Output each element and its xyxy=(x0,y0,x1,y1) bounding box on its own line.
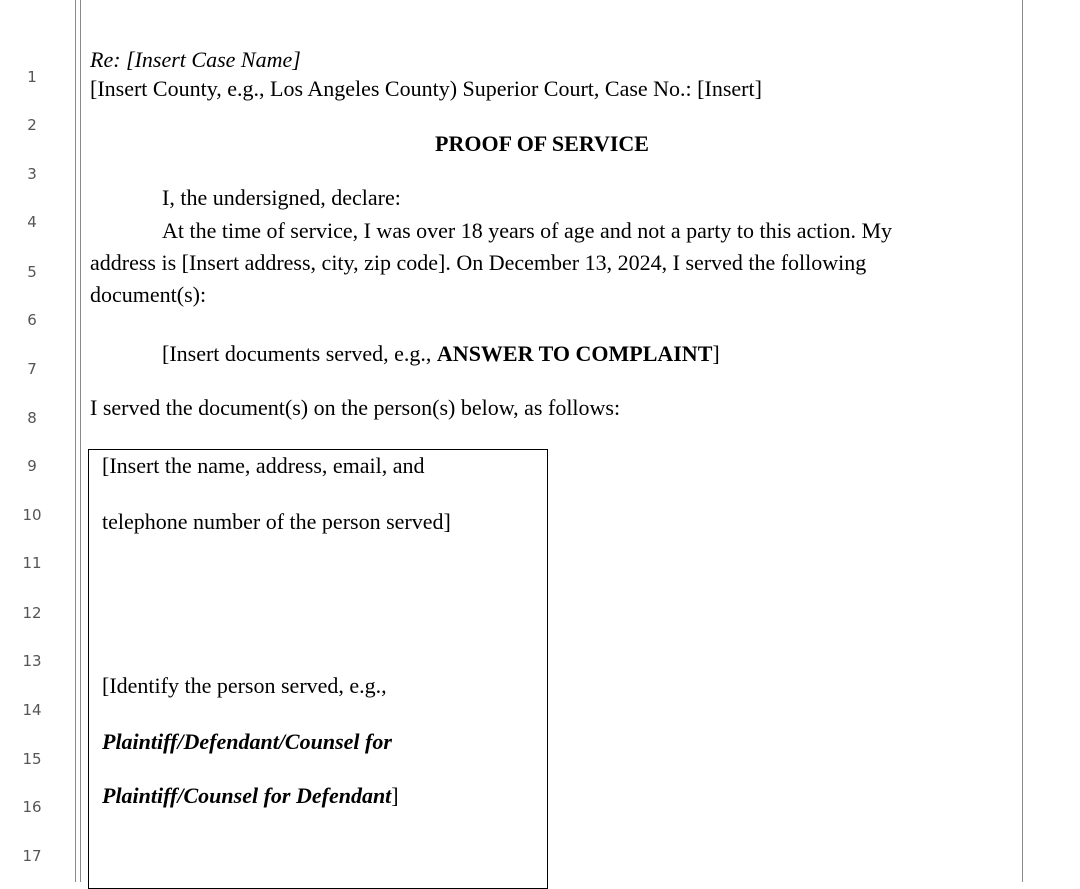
line-number: 8 xyxy=(27,409,37,427)
service-recipient-box xyxy=(88,449,548,889)
line-number: 4 xyxy=(27,213,37,231)
line-number: 16 xyxy=(22,798,42,816)
role-line xyxy=(102,783,399,809)
documents-served-line xyxy=(162,341,720,367)
documents-served-suffix: ] xyxy=(712,341,720,366)
margin-rule-left-outer xyxy=(75,0,76,882)
line-number: 5 xyxy=(27,263,37,281)
line-number: 2 xyxy=(27,116,37,134)
role-line: Plaintiff/Defendant/Counsel for xyxy=(102,729,392,754)
role-line-close: ] xyxy=(391,783,399,808)
line-number: 14 xyxy=(22,701,42,719)
line-number: 3 xyxy=(27,165,37,183)
declaration-intro: I, the undersigned, declare: xyxy=(162,185,401,210)
recipient-info-line: [Insert the name, address, email, and xyxy=(102,453,425,478)
documents-served-title: ANSWER TO COMPLAINT xyxy=(436,341,713,366)
role-line-text: Plaintiff/Counsel for Defendant xyxy=(102,783,392,808)
line-number: 11 xyxy=(22,554,42,572)
documents-served-prefix: [Insert documents served, e.g., xyxy=(162,341,437,366)
line-number: 17 xyxy=(22,847,42,865)
recipient-info-line: telephone number of the person served] xyxy=(102,509,451,534)
service-paragraph-line: At the time of service, I was over 18 years of age and not a party to this action. My xyxy=(162,218,893,243)
line-number: 6 xyxy=(27,311,37,329)
case-name-line: Re: [Insert Case Name] xyxy=(90,47,301,72)
served-on-line: I served the document(s) on the person(s) below, as follows: xyxy=(90,395,621,420)
margin-rule-left-inner xyxy=(80,0,81,882)
line-number: 13 xyxy=(22,652,42,670)
line-number: 12 xyxy=(22,604,42,622)
line-number: 15 xyxy=(22,750,42,768)
identify-person-line: [Identify the person served, e.g., xyxy=(102,673,387,698)
line-number: 10 xyxy=(22,506,42,524)
document-title: PROOF OF SERVICE xyxy=(435,131,649,156)
line-number: 7 xyxy=(27,360,37,378)
service-paragraph-line: address is [Insert address, city, zip code]. On December 13, 2024, I served the following xyxy=(90,250,867,275)
service-paragraph-line: document(s): xyxy=(90,282,207,307)
margin-rule-right xyxy=(1022,0,1023,882)
court-line: [Insert County, e.g., Los Angeles County) Superior Court, Case No.: [Insert] xyxy=(90,76,762,101)
line-number: 1 xyxy=(27,68,37,86)
line-number: 9 xyxy=(27,457,37,475)
